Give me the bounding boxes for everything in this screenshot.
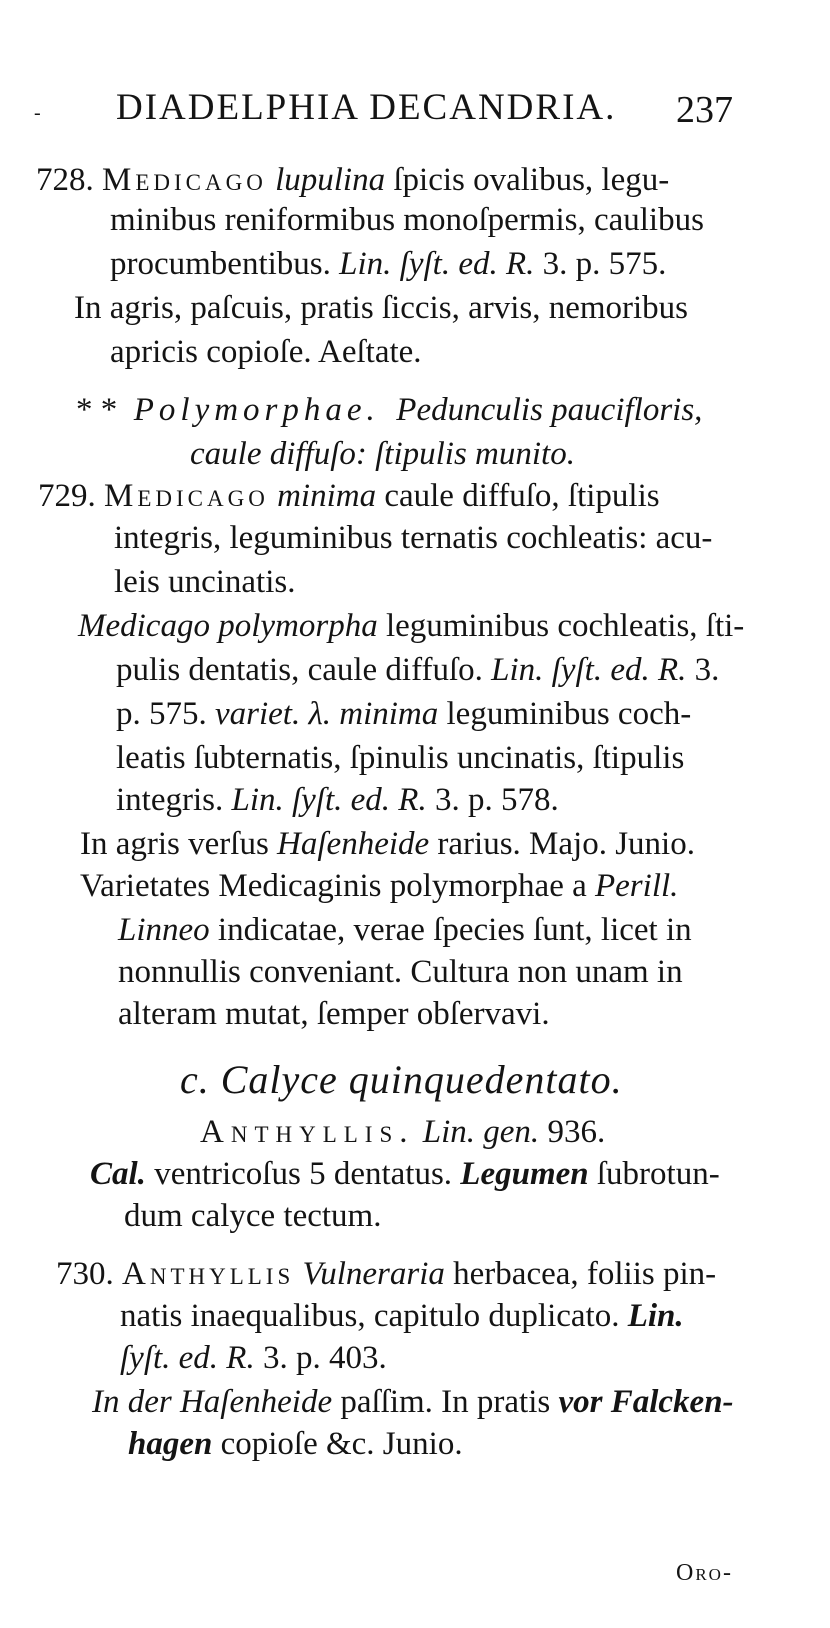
subsection-heading-line-2: caule diffuſo: ſtipulis munito.: [190, 436, 575, 472]
running-title: DIADELPHIA DECANDRIA.: [116, 87, 617, 128]
entry-730-habitat-line-2: [128, 1422, 463, 1466]
entry-729-line-3: leis uncinatis.: [114, 564, 296, 600]
entry-728-line-1: [36, 158, 669, 202]
citation: Lin. ſyſt. ed. R.: [491, 652, 687, 688]
margin-mark: -: [34, 102, 41, 124]
description-text: ſpicis ovalibus, legu-: [393, 162, 670, 198]
place-name: hagen: [128, 1426, 213, 1462]
description-text: Varietates Medicaginis polymorphae a: [80, 868, 587, 904]
person-name: Perill.: [595, 868, 679, 904]
citation-page: 3. p. 403.: [262, 1340, 387, 1376]
citation: Lin. ſyſt. ed. R.: [339, 246, 535, 282]
citation: Lin.: [627, 1298, 684, 1334]
citation-page: 936.: [547, 1114, 606, 1150]
subsection-name: Polymorphae.: [133, 392, 380, 428]
description-text: ventricoſus 5 dentatus.: [154, 1156, 453, 1192]
description-text: herbacea, foliis pin-: [453, 1256, 717, 1292]
genus-name: Anthyllis: [122, 1256, 295, 1292]
genus-name: Medicago: [104, 478, 269, 514]
entry-728-line-2: minibus reniformibus monoſpermis, caulibus: [110, 202, 704, 238]
variety-name: variet. λ. minima: [215, 696, 439, 732]
description-text: rarius. Majo. Junio.: [437, 826, 695, 862]
entry-729-note-line-4: alteram mutat, ſemper obſervavi.: [118, 996, 550, 1032]
person-name: Linneo: [118, 912, 210, 948]
section-heading: c. Calyce quinquedentato.: [180, 1057, 623, 1102]
description-text: natis inaequalibus, capitulo duplicato.: [120, 1298, 620, 1334]
description-text: caule diffuſo, ſtipulis: [384, 478, 660, 514]
term-label: Legumen: [460, 1156, 589, 1192]
entry-728-habitat: In agris, paſcuis, pratis ſiccis, arvis, nemoribus: [74, 290, 689, 326]
description-text: paſſim. In pratis: [340, 1384, 551, 1420]
genus-character-line-2: dum calyce tectum.: [124, 1198, 382, 1234]
entry-729-line-5: [116, 648, 719, 692]
entry-729-note-line-1: [80, 864, 678, 908]
place-name: Haſenheide: [277, 826, 430, 862]
entry-729-line-1: [38, 474, 660, 518]
entry-729-note-line-2: [118, 908, 692, 952]
entry-728-line-3: [110, 242, 666, 286]
citation: Lin. ſyſt. ed. R.: [231, 782, 427, 818]
description-text: pulis dentatis, caule diffuſo.: [116, 652, 483, 688]
species-name: Vulneraria: [302, 1256, 445, 1292]
description-text: indicatae, verae ſpecies ſunt, licet in: [217, 912, 692, 948]
entry-730-line-2: [120, 1294, 684, 1338]
place-name: vor Falcken-: [558, 1384, 734, 1420]
term-label: Cal.: [90, 1156, 146, 1192]
genus-name: Anthyllis.: [200, 1114, 415, 1150]
entry-730-line-1: [56, 1252, 716, 1296]
genus-character-line-1: [90, 1152, 720, 1196]
species-name: minima: [277, 478, 377, 514]
entry-730-habitat-line-1: [92, 1380, 734, 1424]
entry-729-line-7: leatis ſubternatis, ſpinulis uncinatis, ſtipulis: [116, 740, 685, 776]
description-text: leguminibus cochleatis, ſti-: [385, 608, 745, 644]
citation-page: p. 575.: [116, 696, 207, 732]
description-text: In agris verſus: [80, 826, 269, 862]
place-name: In der Haſenheide: [92, 1384, 333, 1420]
entry-728-season: apricis copioſe. Aeſtate.: [110, 334, 422, 370]
entry-729-habitat: [80, 822, 695, 866]
citation-page: 3.: [694, 652, 720, 688]
citation: Lin. gen.: [422, 1114, 540, 1150]
citation-page: 3. p. 578.: [434, 782, 559, 818]
entry-729-line-2: integris, leguminibus ternatis cochleatis: acu-: [114, 520, 713, 556]
entry-number: 728.: [36, 162, 94, 198]
entry-729-line-8: [116, 778, 559, 822]
species-name: lupulina: [275, 162, 386, 198]
entry-729-line-6: [116, 692, 691, 736]
description-text: integris.: [116, 782, 224, 818]
entry-number: 730.: [56, 1256, 114, 1292]
description-text: leguminibus coch-: [446, 696, 692, 732]
entry-729-line-4: [78, 604, 744, 648]
entry-number: 729.: [38, 478, 96, 514]
description-text: copioſe &c. Junio.: [220, 1426, 463, 1462]
asterisks: * *: [76, 392, 118, 428]
subsection-heading-line-1: [76, 388, 702, 432]
citation-page: 3. p. 575.: [542, 246, 667, 282]
catchword: Oro-: [676, 1560, 733, 1586]
entry-729-note-line-3: nonnullis conveniant. Cultura non unam in: [118, 954, 683, 990]
citation: ſyſt. ed. R.: [120, 1340, 255, 1376]
page-number: 237: [676, 89, 733, 131]
subsection-description: Pedunculis paucifloris,: [396, 392, 703, 428]
description-text: ſubrotun-: [596, 1156, 720, 1192]
synonym-name: Medicago polymorpha: [78, 608, 378, 644]
genus-name: Medicago: [102, 162, 267, 198]
entry-730-line-3: [120, 1336, 387, 1380]
genus-heading: [200, 1110, 605, 1154]
description-text: procumbentibus.: [110, 246, 331, 282]
